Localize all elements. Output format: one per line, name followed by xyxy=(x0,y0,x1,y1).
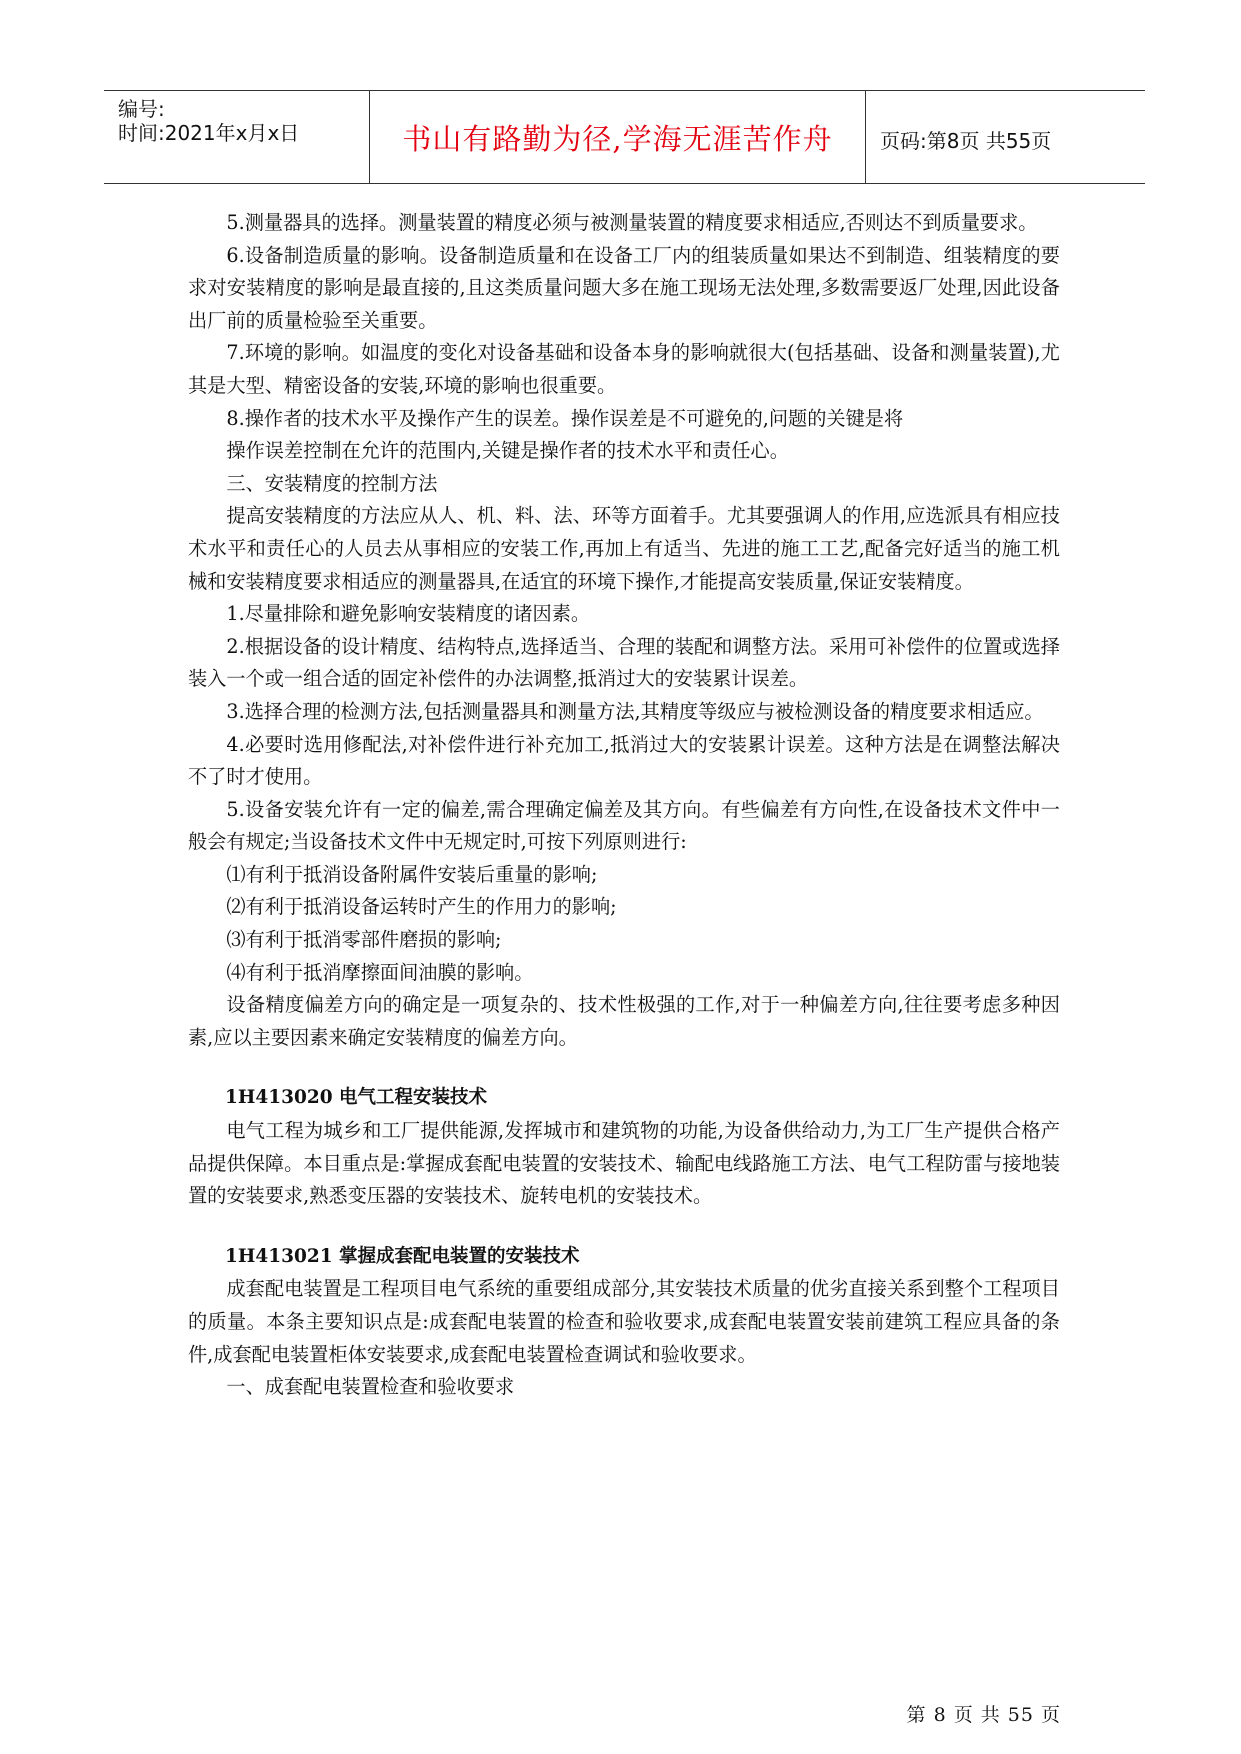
header-motto-cell xyxy=(370,91,866,183)
document-time-label: 时间:2021年x月x日 xyxy=(118,121,300,145)
paragraph: 7.环境的影响。如温度的变化对设备基础和设备本身的影响就很大(包括基础、设备和测量装置),尤其是大型、精密设备的安装,环境的影响也很重要。 xyxy=(188,341,1060,397)
page-footer: 第 8 页 共 55 页 xyxy=(906,1704,1061,1726)
sub-list-item: ⑷有利于抵消摩擦面间油膜的影响。 xyxy=(226,960,534,984)
sub-list-item: ⑵有利于抵消设备运转时产生的作用力的影响; xyxy=(226,895,617,919)
document-number-label: 编号: xyxy=(118,97,165,121)
section-title: 1H413021 掌握成套配电装置的安装技术 xyxy=(225,1245,580,1267)
section-heading: 一、成套配电装置检查和验收要求 xyxy=(226,1375,515,1399)
paragraph: 成套配电装置是工程项目电气系统的重要组成部分,其安装技术质量的优劣直接关系到整个工程项目的质量。本条主要知识点是:成套配电装置的检查和验收要求,成套配电装置安装前建筑工程应具备的条件,成套配电装置柜体安装要求,成套配电装置检查调试和验收要求。 xyxy=(188,1277,1060,1366)
sub-list-item: ⑶有利于抵消零部件磨损的影响; xyxy=(226,928,502,952)
header-page-cell xyxy=(866,91,1145,183)
paragraph: 5.测量器具的选择。测量装置的精度必须与被测量装置的精度要求相适应,否则达不到质量要求。 xyxy=(226,211,1038,234)
header-page-info: 页码:第8页 共55页 xyxy=(880,129,1052,153)
section-heading: 三、安装精度的控制方法 xyxy=(226,471,438,495)
list-item: 3.选择合理的检测方法,包括测量器具和测量方法,其精度等级应与被检测设备的精度要求相适应。 xyxy=(226,699,1044,723)
paragraph: 电气工程为城乡和工厂提供能源,发挥城市和建筑物的功能,为设备供给动力,为工厂生产提供合格产品提供保障。本目重点是:掌握成套配电装置的安装技术、输配电线路施工方法、电气工程防雷与接地装置的安装要求,熟悉变压器的安装技术、旋转电机的安装技术。 xyxy=(188,1119,1060,1208)
spacer xyxy=(188,1054,1060,1082)
document-body xyxy=(188,207,1060,1404)
list-item: 4.必要时选用修配法,对补偿件进行补充加工,抵消过大的安装累计误差。这种方法是在调整法解决不了时才使用。 xyxy=(188,732,1060,789)
paragraph: 操作误差控制在允许的范围内,关键是操作者的技术水平和责任心。 xyxy=(226,439,789,463)
list-item: 5.设备安装允许有一定的偏差,需合理确定偏差及其方向。有些偏差有方向性,在设备技术文件中一般会有规定;当设备技术文件中无规定时,可按下列原则进行: xyxy=(188,797,1060,854)
paragraph: 8.操作者的技术水平及操作产生的误差。操作误差是不可避免的,问题的关键是将 xyxy=(226,406,904,430)
paragraph: 提高安装精度的方法应从人、机、料、法、环等方面着手。尤其要强调人的作用,应选派具有相应技术水平和责任心的人员去从事相应的安装工作,再加上有适当、先进的施工工艺,配备完好适当的施工机械和安装精度要求相适应的测量器具,在适宜的环境下操作,才能提高安装质量,保证安装精度。 xyxy=(188,504,1060,593)
section-title: 1H413020 电气工程安装技术 xyxy=(225,1087,488,1109)
paragraph: 设备精度偏差方向的确定是一项复杂的、技术性极强的工作,对于一种偏差方向,往往要考虑多种因素,应以主要因素来确定安装精度的偏差方向。 xyxy=(188,993,1060,1049)
page-header xyxy=(104,90,1145,184)
sub-list-item: ⑴有利于抵消设备附属件安装后重量的影响; xyxy=(226,862,598,886)
spacer xyxy=(188,1213,1060,1241)
paragraph: 6.设备制造质量的影响。设备制造质量和在设备工厂内的组装质量如果达不到制造、组装精度的要求对安装精度的影响是最直接的,且这类质量问题大多在施工现场无法处理,多数需要返厂处理,因此设备出厂前的质量检验至关重要。 xyxy=(188,243,1060,332)
header-motto: 书山有路勤为径,学海无涯苦作舟 xyxy=(402,122,833,156)
header-meta-cell xyxy=(104,91,370,183)
list-item: 2.根据设备的设计精度、结构特点,选择适当、合理的装配和调整方法。采用可补偿件的位置或选择装入一个或一组合适的固定补偿件的办法调整,抵消过大的安装累计误差。 xyxy=(188,634,1060,691)
list-item: 1.尽量排除和避免影响安装精度的诸因素。 xyxy=(226,602,591,626)
